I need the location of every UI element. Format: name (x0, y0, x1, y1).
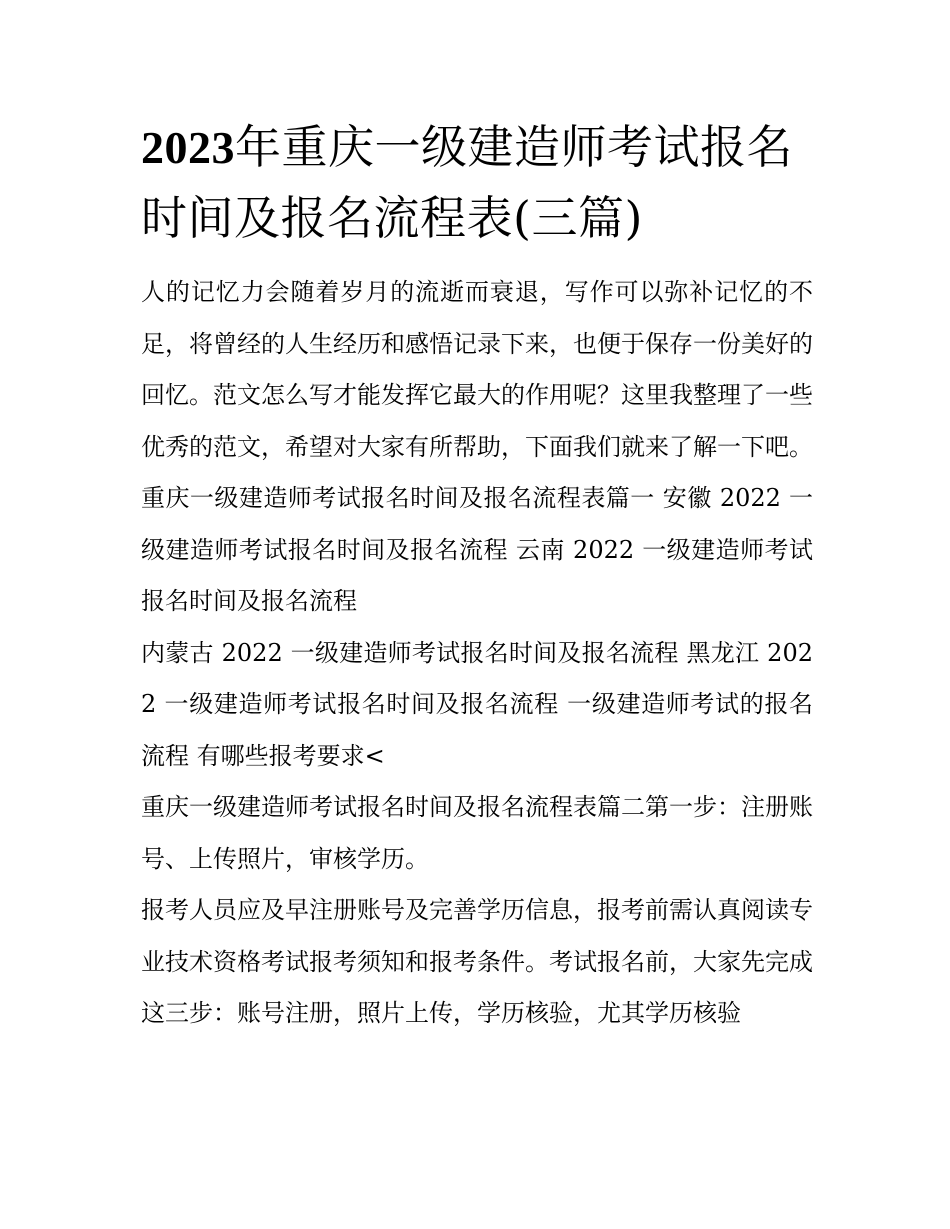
title-text: 年重庆一级建造师考试报名时间及报名流程表(三篇) (141, 120, 793, 245)
article-one-paragraph: 重庆一级建造师考试报名时间及报名流程表篇一 安徽 2022 一级建造师考试报名时间及报名流程 云南 2022 一级建造师考试报名时间及报名流程 (141, 484, 813, 615)
intro-paragraph: 人的记忆力会随着岁月的流逝而衰退，写作可以弥补记忆的不足，将曾经的人生经历和感悟记录下来，也便于保存一份美好的回忆。范文怎么写才能发挥它最大的作用呢？这里我整理了一些优秀的范文，希望对大家有所帮助，下面我们就来了解一下吧。 (141, 278, 813, 461)
document-title (141, 112, 813, 253)
province-links-paragraph: 内蒙古 2022 一级建造师考试报名时间及报名流程 黑龙江 2022 一级建造师考试报名时间及报名流程 一级建造师考试的报名流程 有哪些报考要求< (141, 638, 813, 770)
article-two-step-one: 重庆一级建造师考试报名时间及报名流程表篇二第一步：注册账号、上传照片，审核学历。 (141, 793, 813, 873)
document-body (141, 112, 813, 1040)
title-year: 2023 (141, 122, 235, 173)
registration-notice-paragraph: 报考人员应及早注册账号及完善学历信息，报考前需认真阅读专业技术资格考试报考须知和报考条件。考试报名前，大家先完成这三步：账号注册，照片上传，学历核验，尤其学历核验 (141, 896, 813, 1027)
